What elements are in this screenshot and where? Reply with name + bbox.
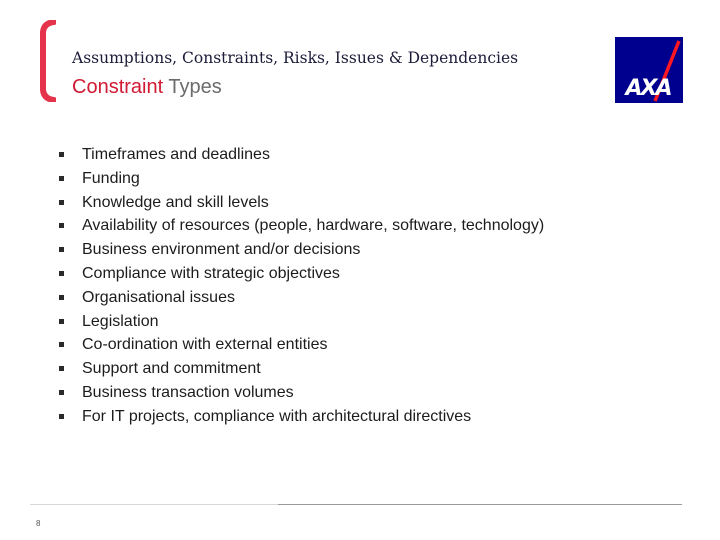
page-number: 8 xyxy=(36,519,41,528)
bullet-text: Legislation xyxy=(82,312,159,330)
bullet-text: Co-ordination with external entities xyxy=(82,336,328,354)
bullet-marker-icon xyxy=(59,200,64,205)
bullet-marker-icon xyxy=(59,271,64,276)
bullet-text: Business transaction volumes xyxy=(82,383,294,401)
axa-logo-icon xyxy=(615,37,683,103)
bullet-text: Funding xyxy=(82,169,140,187)
bullet-text: Knowledge and skill levels xyxy=(82,193,269,211)
axa-logo-text: AXA xyxy=(625,76,671,101)
bullet-text: For IT projects, compliance with architectural directives xyxy=(82,407,472,425)
slide-title xyxy=(72,76,222,99)
slide-title-accent: Constraint xyxy=(72,76,164,98)
bullet-text: Availability of resources (people, hardware, software, technology) xyxy=(82,217,545,235)
bullet-text: Organisational issues xyxy=(82,288,235,306)
bullet-marker-icon xyxy=(59,247,64,252)
bullet-marker-icon xyxy=(59,390,64,395)
bullet-marker-icon xyxy=(59,342,64,347)
red-bracket-decoration xyxy=(38,20,56,102)
footer-divider-left xyxy=(30,504,278,505)
bullet-marker-icon xyxy=(59,152,64,157)
slide-title-rest: Types xyxy=(163,76,222,98)
bullet-marker-icon xyxy=(59,366,64,371)
bullet-text: Timeframes and deadlines xyxy=(82,146,270,163)
bullet-marker-icon xyxy=(59,319,64,324)
bullet-text: Business environment and/or decisions xyxy=(82,241,361,259)
bullet-text: Compliance with strategic objectives xyxy=(82,264,340,282)
bullet-marker-icon xyxy=(59,176,64,181)
bullet-marker-icon xyxy=(59,295,64,300)
footer-divider-right xyxy=(278,504,682,505)
bullet-text: Support and commitment xyxy=(82,360,261,378)
bullet-marker-icon xyxy=(59,414,64,419)
bullet-marker-icon xyxy=(59,223,64,228)
section-supertitle: Assumptions, Constraints, Risks, Issues & Dependencies xyxy=(72,49,519,67)
